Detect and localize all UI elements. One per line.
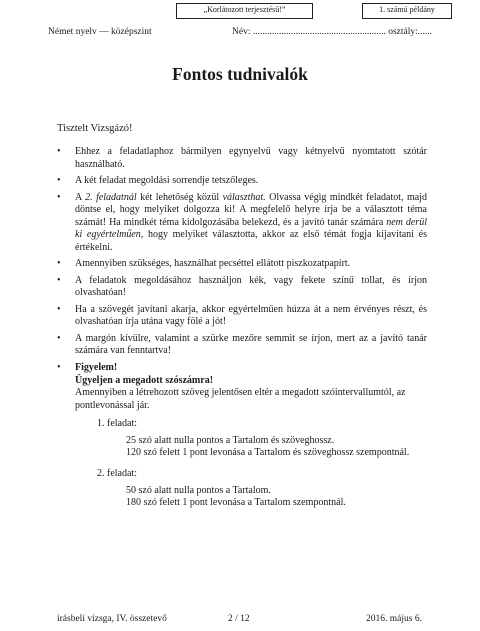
instructions-list [57,146,427,362]
list-item: • Ehhez a feladatlaphoz bármilyen egynyelvű vagy kétnyelvű nyomtatott szótár használható. [57,146,427,170]
restricted-distribution-box: „Korlátozott terjesztésű!” [176,3,313,19]
page-title: Fontos tudnivalók [172,64,308,84]
bullet-icon: • [57,191,61,203]
list-item: • Ha a szövegét javítani akarja, akkor egyértelműen húzza át a nem érvényes részt, és olvashatóan írja utána vagy fölé a jót! [57,303,427,327]
word-count-text: Amennyiben a létrehozott szöveg jelentősen eltér a megadott szóintervallumtól, az pontlevonással jár. [75,387,406,411]
list-item: • A feladatok megoldásához használjon kék, vagy fekete színű tollat, és írjon olvashatóan! [57,274,427,298]
task-rule: 50 szó alatt nulla pontos a Tartalom. [126,484,271,496]
list-item: • A 2. feladatnál két lehetőség közül választhat. Olvassa végig mindkét feladatot, majd döntse el, hogy melyiket dolgozza ki! A megfelelő helyre írja be a választott téma számát! Ha mindkét téma kidolgozásába belekezd, és a javító tanár számára nem derül ki egyértelműen, hogy melyiket választotta, akkor az első témát fogja kijavítani és értékelni. [57,191,427,253]
list-item: • Amennyiben szükséges, használhat pecséttel ellátott piszkozatpapírt. [57,258,351,269]
bullet-icon: • [57,258,61,269]
task-rule: 180 szó felett 1 pont levonása a Tartalom szempontnál. [126,497,346,508]
task-rule: 25 szó alatt nulla pontos a Tartalom és szöveghossz. [126,434,335,446]
page-number: 2 / 12 [228,614,250,624]
bullet-icon: • [57,175,61,186]
footer-exam-name: írásbeli vizsga, IV. összetevő [57,614,167,624]
name-class-field: Név: ........................................................ osztály:...... [232,27,433,37]
task-1-block [97,418,410,460]
copy-number-box: 1. számú példány [362,3,452,19]
task-rule: 120 szó felett 1 pont levonása a Tartalom és szöveghossz szempontnál. [126,447,410,458]
task-2-block [97,468,346,510]
bullet-icon: • [57,362,61,373]
attention-heading: Figyelem! [75,362,118,373]
list-item: • A margón kívülre, valamint a szürke mezőre semmit se írjon, mert az a javító tanár számára van fenntartva! [57,332,427,356]
bullet-icon: • [57,332,61,344]
bullet-icon: • [57,274,61,286]
bullet-icon: • [57,303,61,315]
list-item: • A két feladat megoldási sorrendje tetszőleges. [57,175,259,186]
footer-date: 2016. május 6. [366,614,422,624]
word-count-heading: Ügyeljen a megadott szószámra! [75,374,214,386]
task-label: 1. feladat: [97,418,137,429]
task-label: 2. feladat: [97,468,137,479]
attention-block [57,362,427,412]
greeting: Tisztelt Vizsgázó! [57,123,133,134]
bullet-icon: • [57,146,61,157]
subject-label: Német nyelv — középszint [48,27,152,37]
